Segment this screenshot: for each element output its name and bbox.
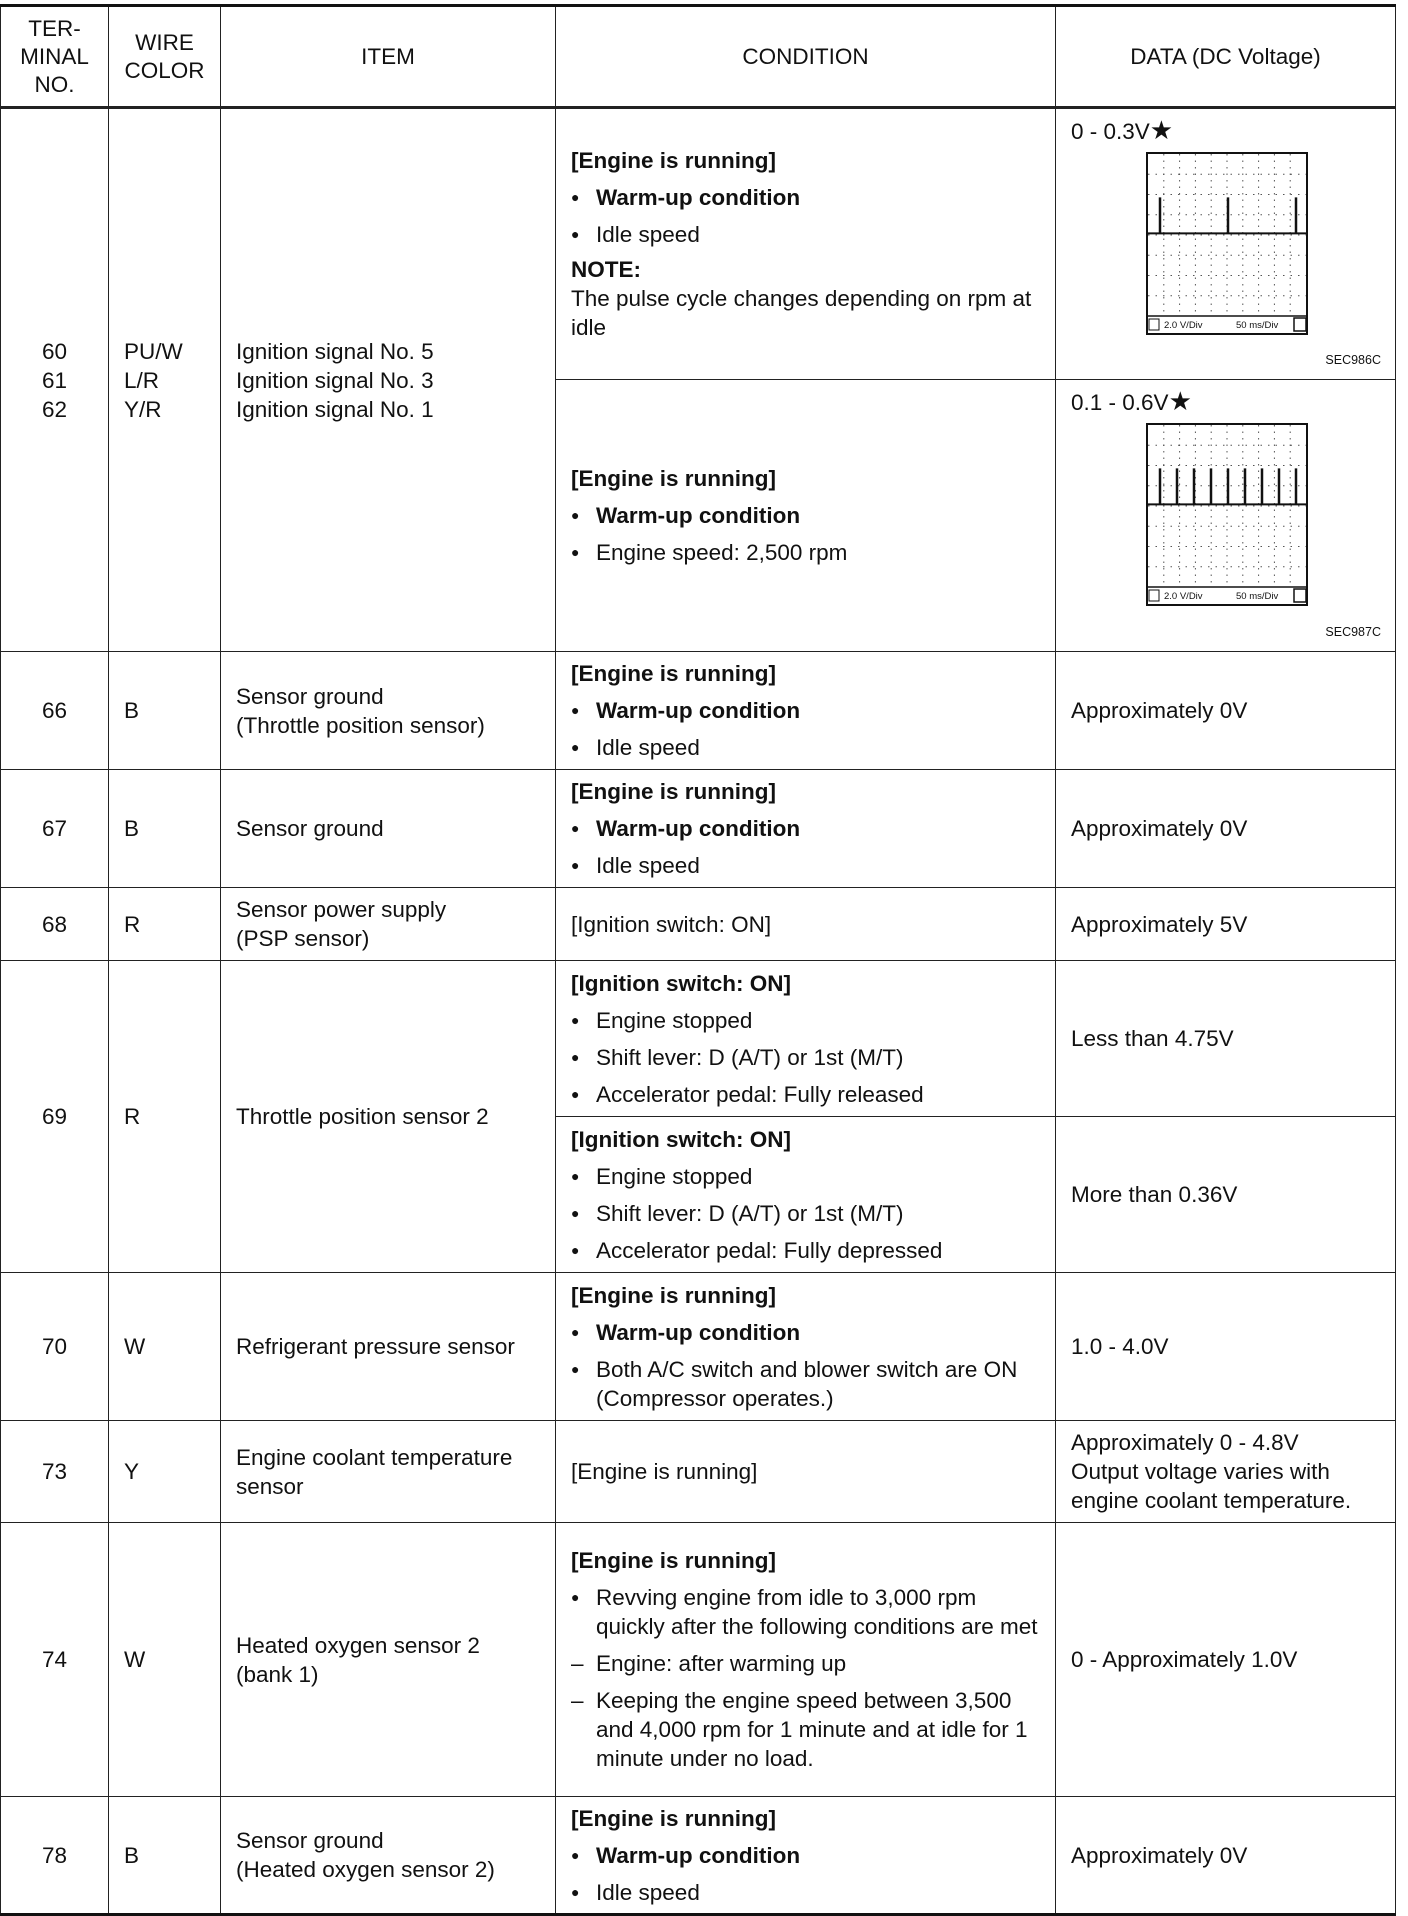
condition-ignition-2500 <box>556 380 1056 652</box>
note-label: NOTE: <box>571 257 641 282</box>
terminal-73: 73 <box>1 1421 109 1523</box>
condition-69-depressed <box>556 1117 1056 1273</box>
terminal-69: 69 <box>1 961 109 1273</box>
data-73 <box>1056 1421 1396 1523</box>
item-69: Throttle position sensor 2 <box>221 961 556 1273</box>
figure-code: SEC987C <box>1325 625 1381 639</box>
terminal-66: 66 <box>1 652 109 770</box>
note-text: The pulse cycle changes depending on rpm at idle <box>571 286 1032 340</box>
bullet-item: ● Warm-up condition <box>571 501 1040 530</box>
condition-70 <box>556 1273 1056 1421</box>
item-line: Heated oxygen sensor 2 <box>236 1632 480 1658</box>
data-ignition-idle <box>1056 108 1396 380</box>
bullet-item: ● Idle speed <box>571 1878 1040 1907</box>
table-row-ignition-idle <box>1 108 1396 380</box>
figure-code: SEC986C <box>1325 353 1381 367</box>
terminal-cell-60-62 <box>1 108 109 652</box>
item-line: Sensor power supply <box>236 897 447 922</box>
wire-61: L/R <box>124 367 160 393</box>
bullet-item: ● Accelerator pedal: Fully released <box>571 1080 1040 1109</box>
terminal-62: 62 <box>41 396 68 422</box>
bullet-item: ● Warm-up condition <box>571 183 1040 212</box>
condition-head: [Engine is running] <box>571 1282 776 1308</box>
bullet-item: ● Engine speed: 2,500 rpm <box>571 538 1040 567</box>
bullet-item: ● Shift lever: D (A/T) or 1st (M/T) <box>571 1199 1040 1228</box>
item-line: (Heated oxygen sensor 2) <box>236 1857 495 1882</box>
condition-74 <box>556 1523 1056 1797</box>
wire-73: Y <box>109 1421 221 1523</box>
voltage-value: 0.1 - 0.6V <box>1071 390 1169 415</box>
condition-ignition-idle <box>556 108 1056 380</box>
bullet-item: ● Warm-up condition <box>571 1318 1040 1347</box>
dash-item: – Keeping the engine speed between 3,500 and 4,000 rpm for 1 minute and at idle for 1 minute under no load. <box>571 1686 1040 1773</box>
item-line: (PSP sensor) <box>236 926 370 951</box>
item-67: Sensor ground <box>221 770 556 888</box>
bullet-item: ● Accelerator pedal: Fully depressed <box>571 1236 1040 1265</box>
scope-volts-label: 2.0 V/Div <box>1164 591 1203 602</box>
wire-69: R <box>109 961 221 1273</box>
data-78: Approximately 0V <box>1056 1797 1396 1915</box>
bullet-item: ● Warm-up condition <box>571 696 1040 725</box>
terminal-74: 74 <box>1 1523 109 1797</box>
condition-head: [Engine is running] <box>571 466 776 491</box>
data-68: Approximately 5V <box>1056 888 1396 961</box>
item-74 <box>221 1523 556 1797</box>
condition-78 <box>556 1797 1056 1915</box>
table-row-66 <box>1 652 1396 770</box>
item-62: Ignition signal No. 1 <box>236 396 434 422</box>
wire-78: B <box>109 1797 221 1915</box>
condition-66 <box>556 652 1056 770</box>
terminal-67: 67 <box>1 770 109 888</box>
data-line: Approximately 0 - 4.8V <box>1071 1430 1299 1455</box>
header-data: DATA (DC Voltage) <box>1056 6 1396 108</box>
bullet-item: ● Idle speed <box>571 220 1040 249</box>
table-row-74 <box>1 1523 1396 1797</box>
star-icon: ★ <box>1168 386 1192 416</box>
condition-head: [Engine is running] <box>571 1805 776 1831</box>
data-ignition-2500 <box>1056 380 1396 652</box>
condition-head: [Engine is running] <box>571 661 776 686</box>
bullet-item: ● Revving engine from idle to 3,000 rpm quickly after the following conditions are met <box>571 1583 1040 1641</box>
dash-item: – Engine: after warming up <box>571 1649 1040 1678</box>
condition-68: [Ignition switch: ON] <box>556 888 1056 961</box>
wire-70: W <box>109 1273 221 1421</box>
table-row-78 <box>1 1797 1396 1915</box>
scope-volts-label: 2.0 V/Div <box>1164 320 1203 331</box>
wire-68: R <box>109 888 221 961</box>
voltage-value: 0 - 0.3V <box>1071 119 1150 144</box>
table-row-73 <box>1 1421 1396 1523</box>
condition-head: [Engine is running] <box>571 779 776 804</box>
header-terminal: TER- MINAL NO. <box>1 6 109 108</box>
item-line: (Throttle position sensor) <box>236 712 485 738</box>
wire-74: W <box>109 1523 221 1797</box>
bullet-item: ● Warm-up condition <box>571 1841 1040 1870</box>
bullet-item: ● Both A/C switch and blower switch are ON (Compressor operates.) <box>571 1355 1040 1413</box>
wire-67: B <box>109 770 221 888</box>
data-line: Output voltage varies with engine coolant temperature. <box>1071 1459 1352 1513</box>
wire-60: PU/W <box>124 338 183 364</box>
item-line: (bank 1) <box>236 1661 319 1687</box>
condition-head: [Ignition switch: ON] <box>571 1126 791 1152</box>
table-row-70 <box>1 1273 1396 1421</box>
table-row-69-released <box>1 961 1396 1117</box>
condition-head: [Engine is running] <box>571 1548 776 1573</box>
terminal-70: 70 <box>1 1273 109 1421</box>
condition-69-released <box>556 961 1056 1117</box>
oscilloscope-waveform-2500 <box>1146 423 1308 606</box>
data-74: 0 - Approximately 1.0V <box>1056 1523 1396 1797</box>
data-69-released: Less than 4.75V <box>1056 961 1396 1117</box>
bullet-item: ● Engine stopped <box>571 1162 1040 1191</box>
table-row-67 <box>1 770 1396 888</box>
wire-66: B <box>109 652 221 770</box>
item-60: Ignition signal No. 5 <box>236 338 434 364</box>
bullet-item: ● Shift lever: D (A/T) or 1st (M/T) <box>571 1043 1040 1072</box>
data-66: Approximately 0V <box>1056 652 1396 770</box>
item-cell-60-62 <box>221 108 556 652</box>
terminal-78: 78 <box>1 1797 109 1915</box>
condition-head: [Engine is running] <box>571 148 776 173</box>
wire-cell-60-62 <box>109 108 221 652</box>
condition-head: [Ignition switch: ON] <box>571 970 791 996</box>
wire-62: Y/R <box>124 396 162 422</box>
item-line: Sensor ground <box>236 683 384 709</box>
oscilloscope-waveform-idle <box>1146 152 1308 335</box>
scope-time-label: 50 ms/Div <box>1236 320 1279 331</box>
star-icon: ★ <box>1149 115 1174 145</box>
data-70: 1.0 - 4.0V <box>1056 1273 1396 1421</box>
ecm-terminal-table <box>0 4 1396 1916</box>
data-67: Approximately 0V <box>1056 770 1396 888</box>
bullet-item: ● Idle speed <box>571 733 1040 762</box>
scope-time-label: 50 ms/Div <box>1236 591 1279 602</box>
header-condition: CONDITION <box>556 6 1056 108</box>
item-61: Ignition signal No. 3 <box>236 367 434 393</box>
condition-67 <box>556 770 1056 888</box>
bullet-item: ● Warm-up condition <box>571 814 1040 843</box>
item-73: Engine coolant temperature sensor <box>221 1421 556 1523</box>
condition-73: [Engine is running] <box>556 1421 1056 1523</box>
terminal-61: 61 <box>41 367 68 393</box>
item-line: Sensor ground <box>236 1828 384 1853</box>
item-70: Refrigerant pressure sensor <box>221 1273 556 1421</box>
bullet-item: ● Idle speed <box>571 851 1040 880</box>
header-item: ITEM <box>221 6 556 108</box>
item-66 <box>221 652 556 770</box>
bullet-item: ● Engine stopped <box>571 1006 1040 1035</box>
item-78 <box>221 1797 556 1915</box>
header-row <box>1 6 1396 108</box>
header-wire-color: WIRE COLOR <box>109 6 221 108</box>
terminal-60: 60 <box>41 338 68 364</box>
data-69-depressed: More than 0.36V <box>1056 1117 1396 1273</box>
item-68 <box>221 888 556 961</box>
table-row-68 <box>1 888 1396 961</box>
terminal-68: 68 <box>1 888 109 961</box>
